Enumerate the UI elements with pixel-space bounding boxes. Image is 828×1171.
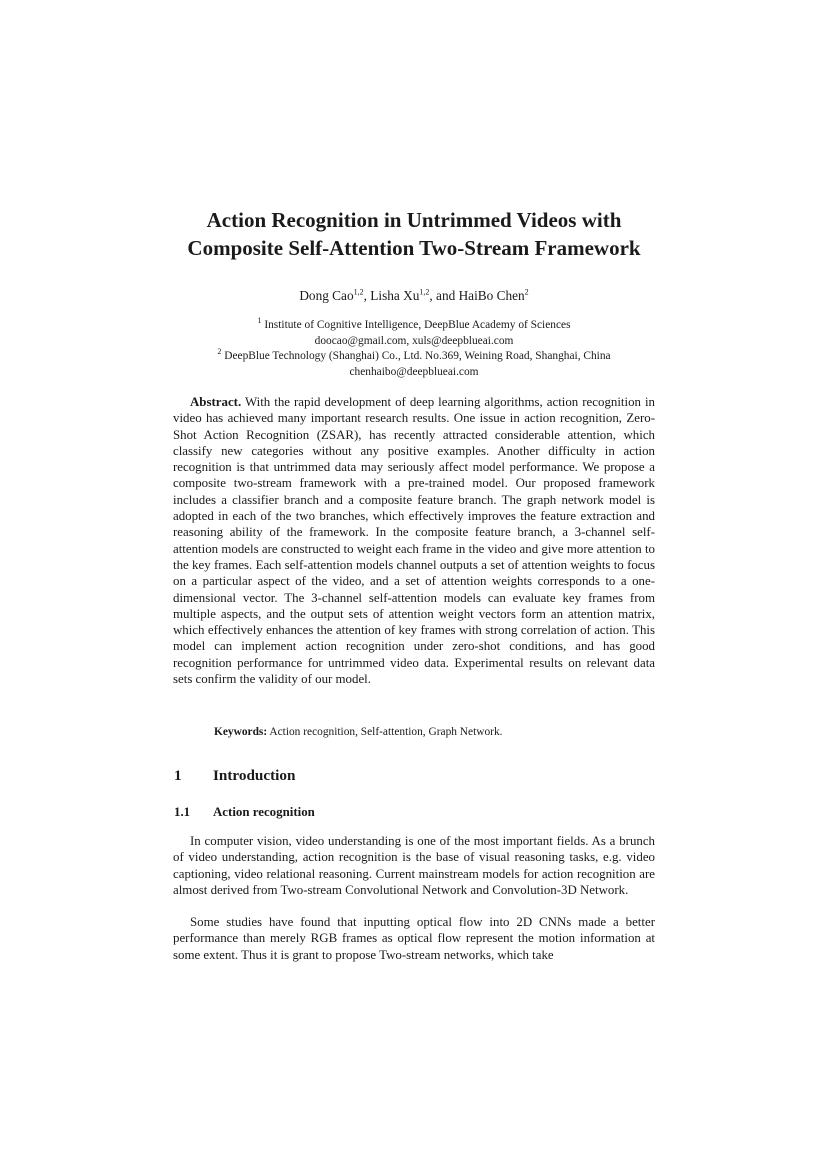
author-affiliation-mark: 2 xyxy=(524,287,529,297)
author-name: Dong Cao xyxy=(299,288,354,303)
section-title: Introduction xyxy=(213,767,296,784)
author-list xyxy=(100,287,728,305)
affiliation-mark: 2 xyxy=(217,347,222,357)
keywords xyxy=(214,725,655,740)
keywords-label: Keywords: xyxy=(214,726,268,738)
affiliation-1 xyxy=(100,318,728,334)
subsection-number: 1.1 xyxy=(174,805,191,819)
author-affiliation-mark: 1,2 xyxy=(353,287,364,297)
paper-title xyxy=(100,206,728,262)
subsection-heading xyxy=(174,804,315,821)
affiliation-1-email: doocao@gmail.com, xuls@deepblueai.com xyxy=(314,334,514,347)
body-paragraph-2: Some studies have found that inputting optical flow into 2D CNNs made a better performance than merely RGB frames as optical flow represent the motion information at some extent. Thus it is grant to propose Two-stream networks, which take xyxy=(173,915,655,962)
author-name: Lisha Xu xyxy=(370,288,420,303)
abstract xyxy=(173,394,655,687)
author-name: HaiBo Chen xyxy=(458,288,525,303)
author-separator: , xyxy=(363,288,371,303)
abstract-text: With the rapid development of deep learning algorithms, action recognition in video has achieved many important research results. One issue in action recognition, Zero-Shot Action Recognition (ZSAR), has recently attracted considerable attention, which classify new categories without any positive examples. Another difficulty in action recognition is that untrimmed data may seriously affect model performance. We propose a composite two-stream framework with a pre-trained model. Our proposed framework includes a classifier branch and a composite feature branch. The graph network model is adopted in each of the two branches, which effectively improves the feature extraction and reasoning ability of the framework. In the composite feature branch, a 3-channel self-attention models are constructed to weight each frame in the video and give more attention to the key frames. Each self-attention models channel outputs a set of attention weights to focus on a particular aspect of the video, and a set of attention weights corresponds to a one-dimensional vector. The 3-channel self-attention models can evaluate key frames from multiple aspects, and the output sets of attention weight vectors form an attention matrix, which effectively enhances the attention of key frames with strong correlation of action. This model can implement action recognition under zero-shot conditions, and has good recognition performance for untrimmed video data. Experimental results on relevant data sets confirm the validity of our model. xyxy=(173,395,655,687)
abstract-label: Abstract. xyxy=(190,395,242,409)
affiliation-mark: 1 xyxy=(257,316,262,326)
author-affiliation-mark: 1,2 xyxy=(419,287,430,297)
affiliation-2-email: chenhaibo@deepblueai.com xyxy=(349,365,479,378)
author-separator: , and xyxy=(429,288,459,303)
section-heading xyxy=(174,766,295,786)
title-line-1: Action Recognition in Untrimmed Videos with xyxy=(206,208,622,232)
affiliations xyxy=(100,318,728,380)
title-line-2: Composite Self-Attention Two-Stream Framework xyxy=(187,236,641,260)
affiliation-name: Institute of Cognitive Intelligence, DeepBlue Academy of Sciences xyxy=(261,319,571,331)
affiliation-name: DeepBlue Technology (Shanghai) Co., Ltd. No.369, Weining Road, Shanghai, China xyxy=(221,350,611,362)
section-number: 1 xyxy=(174,767,182,784)
keywords-text: Action recognition, Self-attention, Graph Network. xyxy=(267,726,503,738)
body-paragraph-1: In computer vision, video understanding is one of the most important fields. As a brunch of video understanding, action recognition is the base of visual reasoning tasks, e.g. video captioning, video relational reasoning. Current mainstream models for action recognition are almost derived from Two-stream Convolutional Network and Convolution-3D Network. xyxy=(173,834,655,897)
affiliation-2 xyxy=(100,349,728,365)
subsection-title: Action recognition xyxy=(213,805,315,819)
